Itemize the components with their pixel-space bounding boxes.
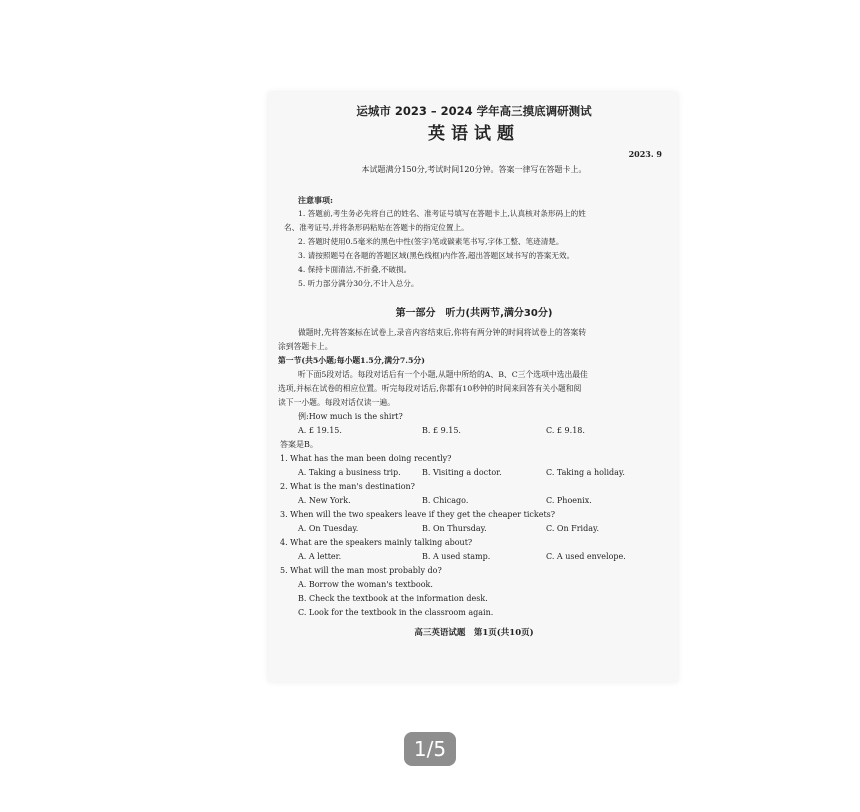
example-answer: 答案是B。 bbox=[280, 440, 318, 449]
question-5: 5. What will the man most probably do? bbox=[280, 566, 442, 575]
question-options bbox=[278, 550, 670, 564]
notice-item: 1. 答题前,考生务必先将自己的姓名、准考证号填写在答题卡上,认真核对条形码上的姓 bbox=[298, 209, 586, 218]
question-options bbox=[278, 466, 670, 480]
document-page[interactable] bbox=[268, 92, 678, 682]
option: C. £ 9.18. bbox=[546, 426, 585, 435]
example-question: 例:How much is the shirt? bbox=[298, 412, 403, 421]
notice-item: 4. 保持卡面清洁,不折叠,不破损。 bbox=[298, 265, 412, 274]
option: C. Taking a holiday. bbox=[546, 468, 625, 477]
section-intro-cont: 选项,并标在试卷的相应位置。听完每段对话后,你都有10秒钟的时间来回答有关小题和阅 bbox=[278, 384, 582, 393]
option: B. £ 9.15. bbox=[422, 426, 461, 435]
exam-content bbox=[278, 102, 670, 640]
section-title: 第一节(共5小题;每小题1.5分,满分7.5分) bbox=[278, 356, 425, 365]
example-options bbox=[278, 424, 670, 438]
option: A. New York. bbox=[298, 496, 351, 505]
part-intro: 做题时,先将答案标在试卷上,录音内容结束后,你将有两分钟的时间将试卷上的答案转 bbox=[298, 328, 587, 337]
option: A. £ 19.15. bbox=[298, 426, 342, 435]
option: A. On Tuesday. bbox=[298, 524, 359, 533]
notice-item: 2. 答题时使用0.5毫米的黑色中性(签字)笔或碳素笔书写,字体工整、笔迹清楚。 bbox=[298, 237, 564, 246]
option: B. Check the textbook at the information desk. bbox=[298, 594, 488, 603]
subject-title: 英语试题 bbox=[428, 124, 520, 144]
option: B. Visiting a doctor. bbox=[422, 468, 502, 477]
exam-title: 运城市 2023 – 2024 学年高三摸底调研测试 bbox=[356, 104, 592, 118]
option: C. Phoenix. bbox=[546, 496, 592, 505]
page-footer: 高三英语试题 第1页(共10页) bbox=[414, 628, 534, 638]
option: B. Chicago. bbox=[422, 496, 469, 505]
option: C. On Friday. bbox=[546, 524, 599, 533]
question-1: 1. What has the man been doing recently? bbox=[280, 454, 452, 463]
notice-block bbox=[278, 193, 670, 291]
part-intro-cont: 涂到答题卡上。 bbox=[278, 342, 333, 351]
page-indicator: 1/5 bbox=[404, 732, 456, 766]
notice-item: 5. 听力部分满分30分,不计入总分。 bbox=[298, 279, 419, 288]
option: C. Look for the textbook in the classroom again. bbox=[298, 608, 494, 617]
question-2: 2. What is the man's destination? bbox=[280, 482, 415, 491]
option: A. A letter. bbox=[298, 552, 342, 561]
option: C. A used envelope. bbox=[546, 552, 626, 561]
exam-date: 2023. 9 bbox=[628, 149, 662, 159]
option: A. Taking a business trip. bbox=[298, 468, 401, 477]
section-intro: 听下面5段对话。每段对话后有一个小题,从题中所给的A、B、C三个选项中选出最佳 bbox=[298, 370, 588, 379]
section-intro-cont: 读下一小题。每段对话仅读一遍。 bbox=[278, 398, 395, 407]
question-3: 3. When will the two speakers leave if they get the cheaper tickets? bbox=[280, 510, 556, 519]
part-title: 第一部分 听力(共两节,满分30分) bbox=[395, 308, 553, 319]
option: B. A used stamp. bbox=[422, 552, 491, 561]
question-options bbox=[278, 494, 670, 508]
question-4: 4. What are the speakers mainly talking about? bbox=[280, 538, 473, 547]
exam-intro: 本试题满分150分,考试时间120分钟。答案一律写在答题卡上。 bbox=[361, 165, 587, 174]
option: A. Borrow the woman's textbook. bbox=[298, 580, 433, 589]
option: B. On Thursday. bbox=[422, 524, 487, 533]
notice-heading: 注意事项: bbox=[298, 195, 333, 205]
question-options bbox=[278, 522, 670, 536]
notice-item: 名、准考证号,并将条形码粘贴在答题卡的指定位置上。 bbox=[284, 223, 469, 232]
notice-item: 3. 请按照题号在各题的答题区域(黑色线框)内作答,超出答题区域书写的答案无效。 bbox=[298, 251, 575, 260]
